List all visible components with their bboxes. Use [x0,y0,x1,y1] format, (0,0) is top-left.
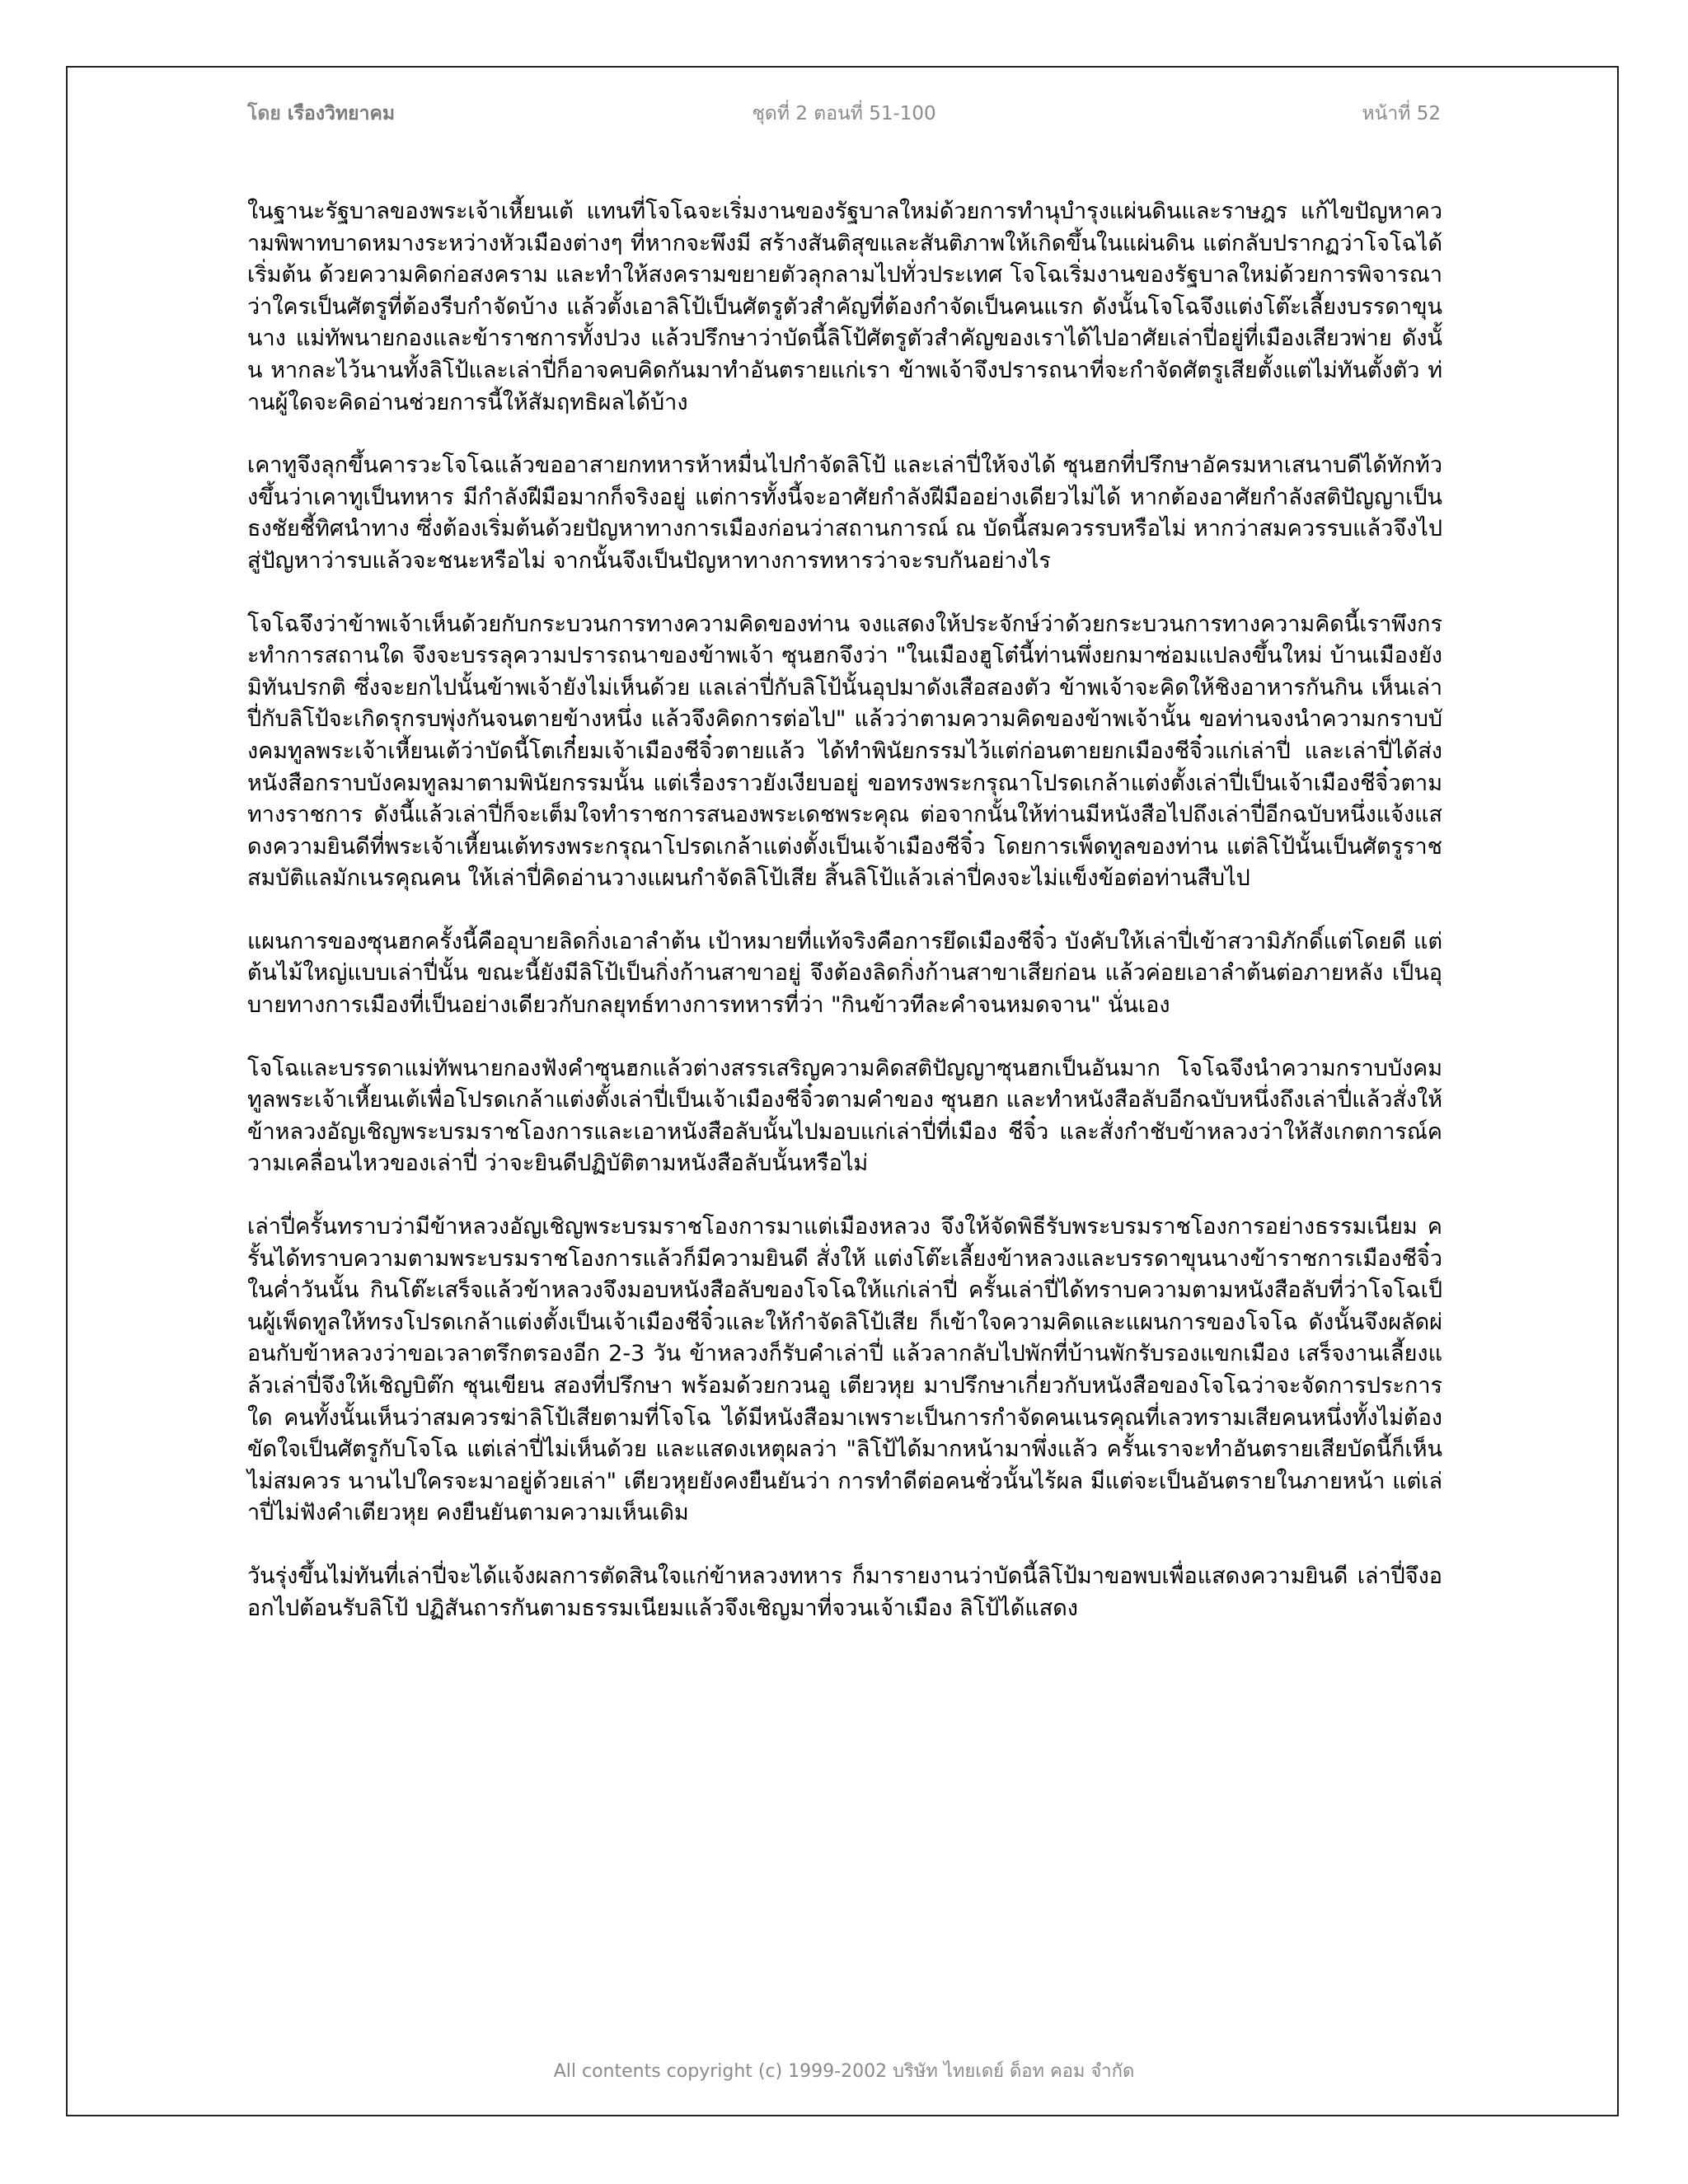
paragraph: โจโฉจึงว่าข้าพเจ้าเห็นด้วยกับกระบวนการทางความคิดของท่าน จงแสดงให้ประจักษ์ว่าด้วยกระบวนการทางความคิดนี้เราพึงกระทำการสถานใด จึงจะบรรลุความปรารถนาของข้าพเจ้า ซุนฮกจึงว่า "ในเมืองฮูโต๋นี้ท่านพึ่งยกมาซ่อมแปลงขึ้นใหม่ บ้านเมืองยังมิทันปรกติ ซึ่งจะยกไปนั้นข้าพเจ้ายังไม่เห็นด้วย แลเล่าปี่กับลิโป้นั้นอุปมาดังเสือสองตัว ข้าพเจ้าจะคิดให้ชิงอาหารกันกิน เห็นเล่าปี่กับลิโป้จะเกิดรุกรบพุ่งกันจนตายข้างหนึ่ง แล้วจึงคิดการต่อไป" แล้วว่าตามความคิดของข้าพเจ้านั้น ขอท่านจงนำความกราบบังคมทูลพระเจ้าเหี้ยนเต้ว่าบัดนี้โตเกี๋ยมเจ้าเมืองชีจิ๋วตายแล้ว ได้ทำพินัยกรรมไว้แต่ก่อนตายยกเมืองชีจิ๋วแก่เล่าปี่ และเล่าปี่ได้ส่งหนังสือกราบบังคมทูลมาตามพินัยกรรมนั้น แต่เรื่องราวยังเงียบอยู่ ขอทรงพระกรุณาโปรดเกล้าแต่งตั้งเล่าปี่เป็นเจ้าเมืองชีจิ๋วตามทางราชการ ดังนี้แล้วเล่าปี่ก็จะเต็มใจทำราชการสนองพระเดชพระคุณ ต่อจากนั้นให้ท่านมีหนังสือไปถึงเล่าปี่อีกฉบับหนึ่งแจ้งแสดงความยินดีที่พระเจ้าเหี้ยนเต้ทรงพระกรุณาโปรดเกล้าแต่งตั้งเป็นเจ้าเมืองชีจิ๋ว โดยการเพ็ดทูลของท่าน แต่ลิโป้นั้นเป็นศัตรูราชสมบัติแลมักเนรคุณคน ให้เล่าปี่คิดอ่านวางแผนกำจัดลิโป้เสีย สิ้นลิโป้แล้วเล่าปี่คงจะไม่แข็งข้อต่อท่านสืบไป [247,611,1442,892]
copyright-footer: All contents copyright (c) 1999-2002 บริษัท ไทยเดย์ ด็อท คอม จำกัด [553,2061,1135,2082]
paragraph: โจโฉและบรรดาแม่ทัพนายกองฟังคำซุนฮกแล้วต่างสรรเสริญความคิดสติปัญญาซุนฮกเป็นอันมาก โจโฉจึงนำความกราบบังคมทูลพระเจ้าเหี้ยนเต้เพื่อโปรดเกล้าแต่งตั้งเล่าปี่เป็นเจ้าเมืองชีจิ๋วตามคำของ ซุนฮก และทำหนังสือลับอีกฉบับหนึ่งถึงเล่าปี่แล้วสั่งให้ข้าหลวงอัญเชิญพระบรมราชโองการและเอาหนังสือลับนั้นไปมอบแก่เล่าปี่ที่เมือง ชีจิ๋ว และสั่งกำชับข้าหลวงว่าให้สังเกตการณ์ความเคลื่อนไหวของเล่าปี่ ว่าจะยินดีปฏิบัติตามหนังสือลับนั้นหรือไม่ [247,1055,1442,1177]
paragraph: เล่าปี่ครั้นทราบว่ามีข้าหลวงอัญเชิญพระบรมราชโองการมาแต่เมืองหลวง จึงให้จัดพิธีรับพระบรมราชโองการอย่างธรรมเนียม ครั้นได้ทราบความตามพระบรมราชโองการแล้วก็มีความยินดี สั่งให้ แต่งโต๊ะเลี้ยงข้าหลวงและบรรดาขุนนางข้าราชการเมืองชีจิ๋วในค่ำวันนั้น กินโต๊ะเสร็จแล้วข้าหลวงจึงมอบหนังสือลับของโจโฉให้แก่เล่าปี่ ครั้นเล่าปี่ได้ทราบความตามหนังสือลับที่ว่าโจโฉเป็นผู้เพ็ดทูลให้ทรงโปรดเกล้าแต่งตั้งเป็นเจ้าเมืองชีจิ๋วและให้กำจัดลิโป้เสีย ก็เข้าใจความคิดและแผนการของโจโฉ ดังนั้นจึงผลัดผ่อนกับข้าหลวงว่าขอเวลาตรึกตรองอีก 2-3 วัน ข้าหลวงก็รับคำเล่าปี่ แล้วลากลับไปพักที่บ้านพักรับรองแขกเมือง เสร็จงานเลี้ยงแล้วเล่าปี่จึงให้เชิญบิต๊ก ซุนเขียน สองที่ปรึกษา พร้อมด้วยกวนอู เตียวหุย มาปรึกษาเกี่ยวกับหนังสือของโจโฉว่าจะจัดการประการใด คนทั้งนั้นเห็นว่าสมควรฆ่าลิโป้เสียตามที่โจโฉ ได้มีหนังสือมาเพราะเป็นการกำจัดคนเนรคุณที่เลวทรามเสียคนหนึ่งทั้งไม่ต้องขัดใจเป็นศัตรูกับโจโฉ แต่เล่าปี่ไม่เห็นด้วย และแสดงเหตุผลว่า "ลิโป้ได้มากหน้ามาพึ่งแล้ว ครั้นเราจะทำอันตรายเสียบัดนี้ก็เห็นไม่สมควร นานไปใครจะมาอยู่ด้วยเล่า" เตียวหุยยังคงยืนยันว่า การทำดีต่อคนชั่วนั้นไร้ผล มีแต่จะเป็นอันตรายในภายหน้า แต่เล่าปี่ไม่ฟังคำเตียวหุย คงยืนยันตามความเห็นเดิม [247,1214,1442,1526]
page-header [247,99,1441,132]
paragraph: ในฐานะรัฐบาลของพระเจ้าเหี้ยนเต้ แทนที่โจโฉจะเริ่มงานของรัฐบาลใหม่ด้วยการทำนุบำรุงแผ่นดินและราษฎร แก้ไขปัญหาความพิพาทบาดหมางระหว่างหัวเมืองต่างๆ ที่หากจะพึงมี สร้างสันติสุขและสันติภาพให้เกิดขึ้นในแผ่นดิน แต่กลับปรากฏว่าโจโฉได้เริ่มต้น ด้วยความคิดก่อสงคราม และทำให้สงครามขยายตัวลุกลามไปทั่วประเทศ โจโฉเริ่มงานของรัฐบาลใหม่ด้วยการพิจารณาว่าใครเป็นศัตรูที่ต้องรีบกำจัดบ้าง แล้วตั้งเอาลิโป้เป็นศัตรูตัวสำคัญที่ต้องกำจัดเป็นคนแรก ดังนั้นโจโฉจึงแต่งโต๊ะเลี้ยงบรรดาขุนนาง แม่ทัพนายกองและข้าราชการทั้งปวง แล้วปรึกษาว่าบัดนี้ลิโป้ศัตรูตัวสำคัญของเราได้ไปอาศัยเล่าปี่อยู่ที่เมืองเสียวพ่าย ดังนั้น หากละไว้นานทั้งลิโป้และเล่าปี่ก็อาจคบคิดกันมาทำอันตรายแก่เรา ข้าพเจ้าจึงปรารถนาที่จะกำจัดศัตรูเสียตั้งแต่ไม่ทันตั้งตัว ท่านผู้ใดจะคิดอ่านช่วยการนี้ให้สัมฤทธิผลได้บ้าง [247,199,1442,415]
page-number: หน้าที่ 52 [1362,103,1441,124]
paragraph: เคาทูจึงลุกขึ้นคารวะโจโฉแล้วขออาสายกทหารห้าหมื่นไปกำจัดลิโป้ และเล่าปี่ให้จงได้ ซุนฮกที่ปรึกษาอัครมหาเสนาบดีได้ทักท้วงขึ้นว่าเคาทูเป็นทหาร มีกำลังฝีมือมากก็จริงอยู่ แต่การทั้งนี้จะอาศัยกำลังฝีมืออย่างเดียวไม่ได้ หากต้องอาศัยกำลังสติปัญญาเป็นธงชัยชี้ทิศนำทาง ซึ่งต้องเริ่มต้นด้วยปัญหาทางการเมืองก่อนว่าสถานการณ์ ณ บัดนี้สมควรรบหรือไม่ หากว่าสมควรรบแล้วจึงไปสู่ปัญหาว่ารบแล้วจะชนะหรือไม่ จากนั้นจึงเป็นปัญหาทางการทหารว่าจะรบกันอย่างไร [247,452,1442,574]
series-label: ชุดที่ 2 ตอนที่ 51-100 [752,103,936,124]
paragraph: วันรุ่งขึ้นไม่ทันที่เล่าปี่จะได้แจ้งผลการตัดสินใจแก่ข้าหลวงทหาร ก็มารายงานว่าบัดนี้ลิโป้มาขอพบเพื่อแสดงความยินดี เล่าปี่จึงออกไปต้อนรับลิโป้ ปฏิสันถารกันตามธรรมเนียมแล้วจึงเชิญมาที่จวนเจ้าเมือง ลิโป้ได้แสดง [247,1563,1442,1621]
author-name: เรืองวิทยาคม [287,103,396,124]
by-label: โดย [247,103,281,124]
article-body [247,196,1442,1656]
paragraph: แผนการของซุนฮกครั้งนี้คืออุบายลิดกิ่งเอาลำต้น เป้าหมายที่แท้จริงคือการยึดเมืองชีจิ๋ว บังคับให้เล่าปี่เข้าสวามิภักดิ์แต่โดยดี แต่ต้นไม้ใหญ่แบบเล่าปี่นั้น ขณะนี้ยังมีลิโป้เป็นกิ่งก้านสาขาอยู่ จึงต้องลิดกิ่งก้านสาขาเสียก่อน แล้วค่อยเอาลำต้นต่อภายหลัง เป็นอุบายทางการเมืองที่เป็นอย่างเดียวกับกลยุทธ์ทางการทหารที่ว่า "กินข้าวทีละคำจนหมดจาน" นั่นเอง [247,928,1442,1019]
